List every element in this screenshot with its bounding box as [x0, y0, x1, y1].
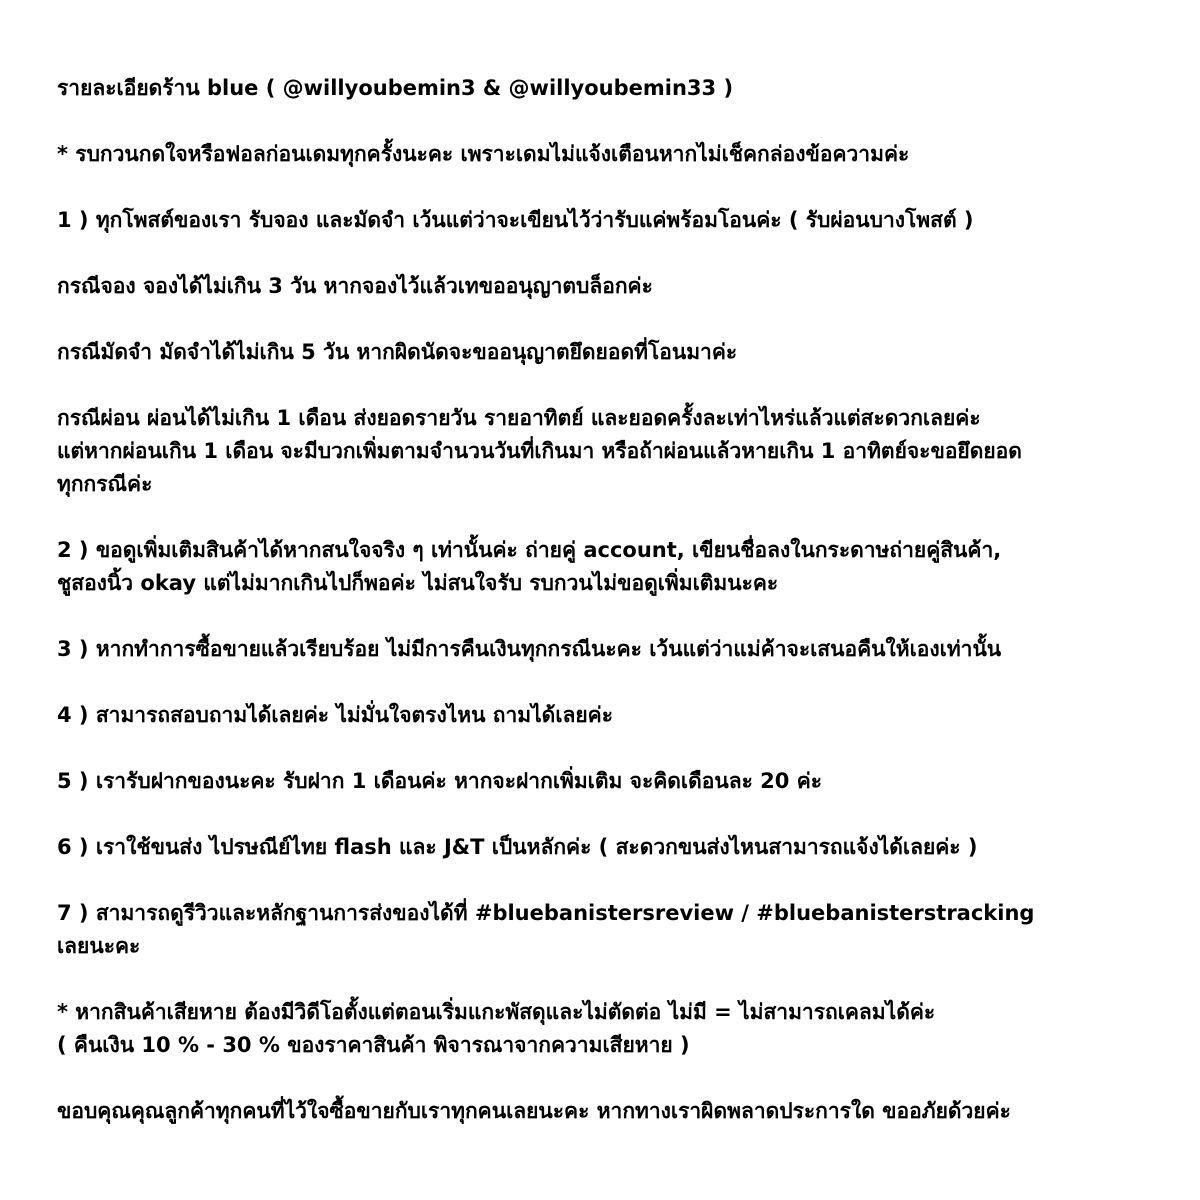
- text-line: 6 ) เราใช้ขนส่ง ไปรษณีย์ไทย flash และ J&T เป็นหลักค่ะ ( สะดวกขนส่งไหนสามารถแจ้งได้เลยค่ะ ): [57, 835, 978, 859]
- text-line: ขอบคุณคุณลูกค้าทุกคนที่ไว้ใจซื้อขายกับเราทุกคนเลยนะคะ หากทางเราผิดพลาดประการใด ขออภัยด้วยค่ะ: [57, 1099, 1011, 1123]
- rule-3-no-refund: [57, 633, 1167, 666]
- rule-6-shipping: [57, 831, 1167, 864]
- rule-5-storage: [57, 765, 1167, 798]
- text-line: 1 ) ทุกโพสต์ของเรา รับจอง และมัดจำ เว้นแต่ว่าจะเขียนไว้ว่ารับแค่พร้อมโอนค่ะ ( รับผ่อนบางโพสต์ ): [57, 208, 974, 232]
- text-line: ทุกกรณีค่ะ: [57, 472, 153, 496]
- text-line: แต่หากผ่อนเกิน 1 เดือน จะมีบวกเพิ่มตามจำนวนวันที่เกินมา หรือถ้าผ่อนแล้วหายเกิน 1 อาทิตย์จะขอยึดยอด: [57, 439, 1022, 463]
- rule-7-reviews: [57, 897, 1167, 963]
- text-line: กรณีมัดจำ มัดจำได้ไม่เกิน 5 วัน หากผิดนัดจะขออนุญาตยึดยอดที่โอนมาค่ะ: [57, 340, 738, 364]
- like-or-follow-note: [57, 138, 1167, 171]
- text-line: ชูสองนิ้ว okay แต่ไม่มากเกินไปก็พอค่ะ ไม่สนใจรับ รบกวนไม่ขอดูเพิ่มเติมนะคะ: [57, 571, 779, 595]
- damage-claim-note: [57, 996, 1167, 1062]
- rule-4-questions: [57, 699, 1167, 732]
- shop-title: [57, 72, 1167, 105]
- rule-1-booking-deposit: [57, 204, 1167, 237]
- text-line: 3 ) หากทำการซื้อขายแล้วเรียบร้อย ไม่มีการคืนเงินทุกกรณีนะคะ เว้นแต่ว่าแม่ค้าจะเสนอคืนให้เองเท่านั้น: [57, 637, 1002, 661]
- text-line: 4 ) สามารถสอบถามได้เลยค่ะ ไม่มั่นใจตรงไหน ถามได้เลยค่ะ: [57, 703, 613, 727]
- text-line: 2 ) ขอดูเพิ่มเติมสินค้าได้หากสนใจจริง ๆ เท่านั้นค่ะ ถ่ายคู่ account, เขียนชื่อลงในกระดาษถ่ายคู่สินค้า,: [57, 538, 1002, 562]
- text-line: กรณีผ่อน ผ่อนได้ไม่เกิน 1 เดือน ส่งยอดรายวัน รายอาทิตย์ และยอดครั้งละเท่าไหร่แล้วแต่สะดวกเลยค่ะ: [57, 406, 981, 430]
- text-line: รายละเอียดร้าน blue ( @willyoubemin3 & @willyoubemin33 ): [57, 76, 734, 100]
- rule-2-extra-photos: [57, 534, 1167, 600]
- deposit-policy: [57, 336, 1167, 369]
- text-line: 5 ) เรารับฝากของนะคะ รับฝาก 1 เดือนค่ะ หากจะฝากเพิ่มเติม จะคิดเดือนละ 20 ค่ะ: [57, 769, 823, 793]
- text-line: * หากสินค้าเสียหาย ต้องมีวิดีโอตั้งแต่ตอนเริ่มแกะพัสดุและไม่ตัดต่อ ไม่มี = ไม่สามารถเคลมได้ค่ะ: [57, 1000, 936, 1024]
- text-line: กรณีจอง จองได้ไม่เกิน 3 วัน หากจองไว้แล้วเทขออนุญาตบล็อกค่ะ: [57, 274, 653, 298]
- text-line: ( คืนเงิน 10 % - 30 % ของราคาสินค้า พิจารณาจากความเสียหาย ): [57, 1033, 690, 1057]
- text-line: 7 ) สามารถดูรีวิวและหลักฐานการส่งของได้ที่ #bluebanistersreview / #bluebanisterstracking: [57, 901, 1035, 925]
- booking-policy: [57, 270, 1167, 303]
- thank-you-note: [57, 1095, 1167, 1128]
- shop-rules-document: [57, 72, 1167, 1128]
- text-line: * รบกวนกดใจหรือฟอลก่อนเดมทุกครั้งนะคะ เพราะเดมไม่แจ้งเตือนหากไม่เช็คกล่องข้อความค่ะ: [57, 142, 910, 166]
- text-line: เลยนะคะ: [57, 934, 141, 958]
- installment-policy: [57, 402, 1167, 501]
